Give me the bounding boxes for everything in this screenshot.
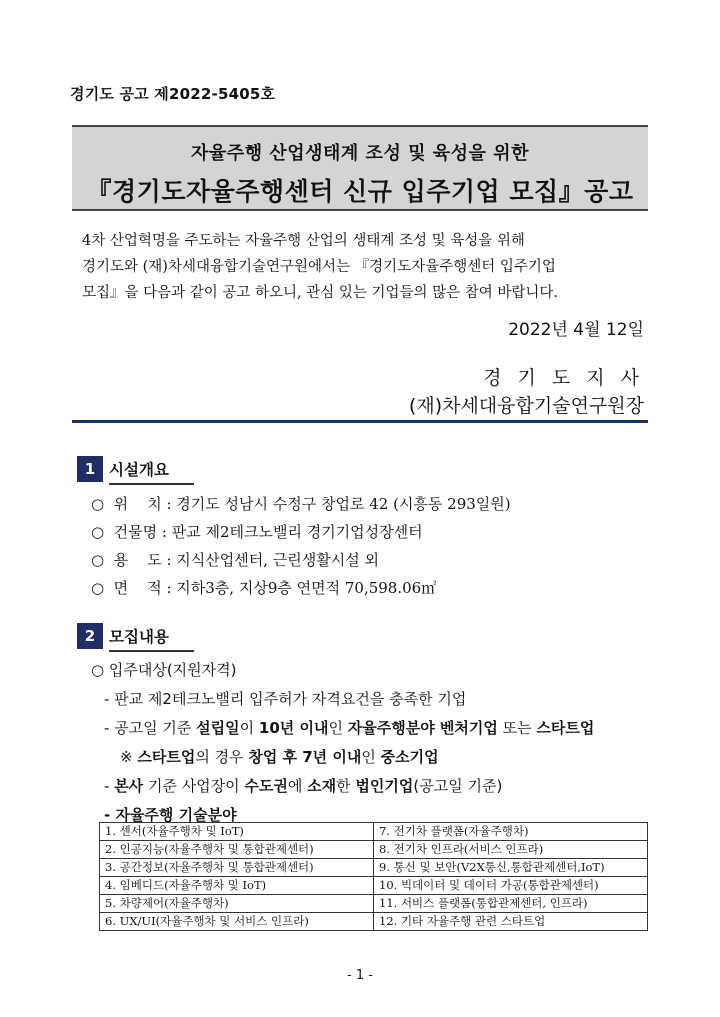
list-item: [91, 490, 511, 518]
bold-fragment: 설립일: [196, 719, 240, 737]
table-row: [100, 877, 648, 895]
title-line-2: 『경기도자율주행센터 신규 입주기업 모집』공고: [86, 177, 634, 206]
bold-fragment: 중소기업: [380, 748, 439, 766]
intro-line-2: 경기도와 (재)차세대융합기술연구원에서는 『경기도자율주행센터 입주기업: [82, 259, 556, 275]
notice-number: 경기도 공고 제2022-5405호: [70, 85, 276, 103]
bullet-circle-icon: ○: [91, 523, 105, 541]
intro-line-3: 모집』을 다음과 같이 공고 하오니, 관심 있는 기업들의 많은 참여 바랍니다.: [82, 285, 559, 301]
section-1-title: 시설개요: [109, 458, 194, 485]
table-cell: 6. UX/UI(자율주행차 및 서비스 인프라): [100, 913, 374, 931]
section-1-number-badge: 1: [77, 456, 103, 482]
text-fragment: 기준 사업장이: [143, 777, 245, 795]
page-number: - 1 -: [347, 968, 373, 983]
title-box: [72, 125, 648, 211]
section-2-number-badge: 2: [77, 623, 103, 649]
text-fragment: -: [104, 777, 115, 795]
text-fragment: 또는: [497, 719, 537, 737]
tech-field-heading: - 자율주행 기술분야: [104, 806, 237, 824]
bold-fragment: 10년 이내: [258, 719, 329, 737]
table-cell: 3. 공간정보(자율주행차 및 통합관제센터): [100, 859, 374, 877]
bold-fragment: 스타트업: [536, 719, 595, 737]
facility-area: 면 적 : 지하3층, 지상9층 연면적 70,598.06㎡: [113, 579, 437, 597]
facility-overview-list: [91, 490, 511, 602]
text-fragment: 이: [239, 719, 259, 737]
table-cell: 2. 인공지능(자율주행차 및 통합관제센터): [100, 841, 374, 859]
table-cell: 8. 전기차 인프라(서비스 인프라): [374, 841, 648, 859]
list-item: [91, 574, 511, 602]
bold-fragment: 창업 후 7년 이내: [248, 748, 362, 766]
intro-line-1: 4차 산업혁명을 주도하는 자율주행 산업의 생태계 조성 및 육성을 위해: [82, 233, 525, 249]
table-row: [100, 913, 648, 931]
table-row: [100, 895, 648, 913]
table-cell: 10. 빅데이터 및 데이터 가공(통합관제센터): [374, 877, 648, 895]
startup-note: [91, 743, 594, 772]
table-row: [100, 841, 648, 859]
text-fragment: 의 경우: [195, 748, 249, 766]
table-row: [100, 823, 648, 841]
text-fragment: 에: [287, 777, 308, 795]
bold-fragment: 본사: [114, 777, 144, 795]
section-2-title: 모집내용: [109, 625, 194, 652]
list-item: [91, 546, 511, 574]
issuer-governor: 경 기 도 지 사: [483, 367, 644, 389]
announcement-date: 2022년 4월 12일: [508, 320, 644, 340]
divider-rule: [72, 420, 648, 423]
bullet-circle-icon: ○: [91, 495, 105, 513]
bullet-circle-icon: ○: [91, 579, 105, 597]
text-fragment: (공고일 기준): [413, 777, 503, 795]
issuer-institute: (재)차세대융합기술연구원장: [408, 395, 644, 417]
bold-fragment: 자율주행분야 벤처기업: [347, 719, 498, 737]
table-cell: 4. 임베디드(자율주행차 및 IoT): [100, 877, 374, 895]
facility-building: 건물명 : 판교 제2테크노밸리 경기기업성장센터: [113, 523, 423, 541]
text-fragment: 인: [328, 719, 348, 737]
text-fragment: 인: [361, 748, 381, 766]
requirement-technovalley: - 판교 제2테크노밸리 입주허가 자격요건을 충족한 기업: [104, 690, 467, 708]
tech-fields-table: [99, 822, 648, 931]
table-cell: 7. 전기차 플랫폼(자율주행차): [374, 823, 648, 841]
bold-fragment: 수도권: [244, 777, 288, 795]
intro-paragraph: [82, 228, 644, 306]
text-fragment: ※: [120, 748, 138, 766]
facility-location: 위 치 : 경기도 성남시 수정구 창업로 42 (시흥동 293일원): [113, 495, 511, 513]
table-row: [100, 859, 648, 877]
table-cell: 11. 서비스 플랫폼(통합관제센터, 인프라): [374, 895, 648, 913]
facility-use: 용 도 : 지식산업센터, 근린생활시설 외: [113, 551, 379, 569]
recruitment-details: [91, 656, 594, 830]
table-cell: 12. 기타 자율주행 관련 스타트업: [374, 913, 648, 931]
list-item: [91, 518, 511, 546]
eligibility-heading: ○ 입주대상(지원자격): [91, 661, 237, 679]
requirement-headquarters: [91, 772, 594, 801]
text-fragment: - 공고일 기준: [104, 719, 197, 737]
table-cell: 5. 차량제어(자율주행차): [100, 895, 374, 913]
bold-fragment: 법인기업: [355, 777, 414, 795]
table-cell: 9. 통신 및 보안(V2X통신,통합관제센터,IoT): [374, 859, 648, 877]
bullet-circle-icon: ○: [91, 551, 105, 569]
bold-fragment: 스타트업: [137, 748, 196, 766]
text-fragment: 한: [336, 777, 356, 795]
title-line-1: 자율주행 산업생태계 조성 및 육성을 위한: [191, 143, 529, 164]
bold-fragment: 소재: [307, 777, 337, 795]
requirement-venture: [91, 714, 594, 743]
table-cell: 1. 센서(자율주행차 및 IoT): [100, 823, 374, 841]
